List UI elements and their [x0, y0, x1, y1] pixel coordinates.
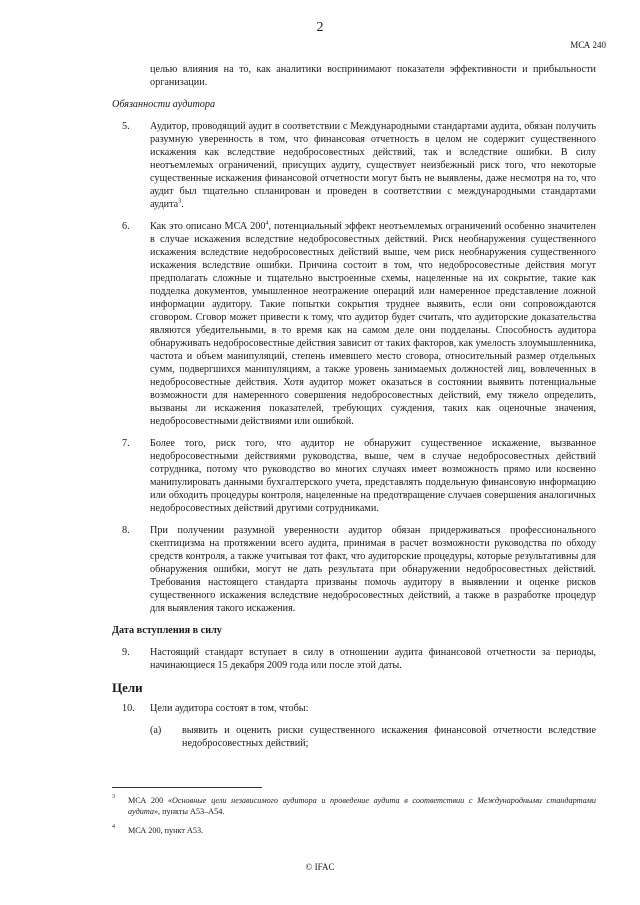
standard-id: МСА 240: [570, 40, 606, 50]
sub-item-marker: (a): [150, 725, 162, 736]
footnote-ref-3[interactable]: 3: [178, 198, 182, 205]
paragraph-number: 5.: [122, 121, 130, 132]
footnote-divider: [112, 787, 262, 788]
page-number: 2: [316, 20, 324, 35]
paragraph-10a: [112, 724, 596, 750]
paragraph-10: [112, 702, 596, 715]
footnotes: [112, 795, 596, 844]
paragraph-6: [112, 220, 596, 428]
section-heading-objectives: Цели: [112, 680, 143, 695]
paragraph-text: Как это описано МСА 200: [150, 221, 266, 232]
paragraph-5: [112, 120, 596, 211]
paragraph-9: [112, 646, 596, 672]
paragraph-text: При получении разумной уверенности аудитор обязан придерживаться профессионального скептицизма на протяжении всего аудита, принимая в расчет возможности руководства по обходу средств контроля, а также учитывая тот факт, что аудиторские процедуры, которые результативны для обнаружения ошибки, могут не дать результата при обнаружении недобросовестных действий. Требования настоящего стандарта призваны помочь аудитору в выявлении и оценке рисков существенного искажения вследствие недобросовестных действий, а также в разработке процедур для выявления такого искажения.: [150, 525, 596, 614]
paragraph-text: Аудитор, проводящий аудит в соответствии с Международными стандартами аудита, обязан получить разумную уверенность в том, что финансовая отчетность в целом не содержит существенного искажения как вследствие недобросовестных действий, так и вследствие ошибки. В силу неотъемлемых ограничений, присущих аудиту, существует неизбежный риск того, что некоторые существенные искажения финансовой отчетности могут быть не выявлены, даже несмотря на то, что аудит был тщательно спланирован и проведен в соответствии с международными стандартами аудита: [150, 121, 596, 210]
paragraph-8: [112, 524, 596, 615]
footnote-ref-4[interactable]: 4: [265, 220, 269, 227]
paragraph-number: 8.: [122, 525, 130, 536]
sub-item-text: выявить и оценить риски существенного искажения финансовой отчетности вследствие недобросовестных действий;: [182, 725, 596, 749]
footnote-number: 3: [112, 794, 115, 800]
footnote-3: [112, 795, 596, 817]
section-heading-auditor-responsibilities: Обязанности аудитора: [112, 99, 216, 110]
footnote-text: МСА 200, пункт A53.: [128, 826, 204, 835]
paragraph-text: Цели аудитора состоят в том, чтобы:: [150, 703, 309, 714]
paragraph-text-rest: , потенциальный эффект неотъемлемых ограничений особенно значителен в случае искажения вследствие недобросовестных действий. Риск необнаружения существенного искажения вследствие недобросовестных действий выше, чем риск необнаружения существенного искажения вследствие ошибки. Причина состоит в том, что недобросовестные действия могут предполагать сложные и тщательно выстроенные схемы, нацеленные на их сокрытие, такие как подделка документов, умышленное неотражение операций или намеренное представление ложной информации аудитору. Такие попытки сокрытия труднее выявить, если они сопровождаются сговором. Сговор может привести к тому, что аудитор будет считать, что аудиторские доказательства являются убедительными, в то время как на самом деле они подделаны. Способность аудитора обнаруживать недобросовестные действия зависит от таких факторов, как умелость злоумышленника, частота и объем манипуляций, степень имевшего место сговора, относительный размер отдельных сумм, подвергшихся манипуляциям, а также уровень занимаемых должностей лиц, вовлеченных в недобросовестные действия. Хотя аудитор может оказаться в состоянии выявить потенциальные возможности для намеренного совершения недобросовестных действий, ему тяжело определить, вызваны ли искажения показателей, требующих суждения, таких как оценочные значения, недобросовестными действиями или ошибкой.: [150, 221, 596, 427]
footnote-text: МСА 200 «: [128, 796, 172, 805]
paragraph-text-end: .: [181, 199, 184, 210]
paragraph-number: 10.: [122, 703, 135, 714]
paragraph-7: [112, 437, 596, 515]
document-body: [112, 63, 596, 758]
paragraph-number: 7.: [122, 438, 130, 449]
paragraph-text: Настоящий стандарт вступает в силу в отношении аудита финансовой отчетности за периоды, начинающиеся 15 декабря 2009 года или после этой даты.: [150, 647, 596, 671]
paragraph-number: 9.: [122, 647, 130, 658]
paragraph-text: Более того, риск того, что аудитор не обнаружит существенное искажение, вызванное недобросовестными действиями руководства, выше, чем в случае недобросовестных действий сотрудника, потому что руководство во многих случаях имеет возможность прямо или косвенно манипулировать данными бухгалтерского учета, представлять поддельную финансовую информацию или обходить процедуры контроля, нацеленные на предотвращение случаев совершения аналогичных недобросовестных действий другими сотрудниками.: [150, 438, 596, 514]
continuation-paragraph: целью влияния на то, как аналитики воспринимают показатели эффективности и прибыльности организации.: [150, 64, 596, 88]
section-heading-effective-date: Дата вступления в силу: [112, 625, 222, 636]
footnote-number: 4: [112, 824, 115, 830]
footnote-4: [112, 825, 596, 836]
copyright-footer: © IFAC: [305, 862, 335, 872]
footnote-title: Основные цели независимого аудитора и проведение аудита в соответствии с Международными стандартами аудита: [128, 796, 597, 816]
footnote-text-end: », пункты A53–A54.: [153, 807, 225, 816]
paragraph-number: 6.: [122, 221, 130, 232]
